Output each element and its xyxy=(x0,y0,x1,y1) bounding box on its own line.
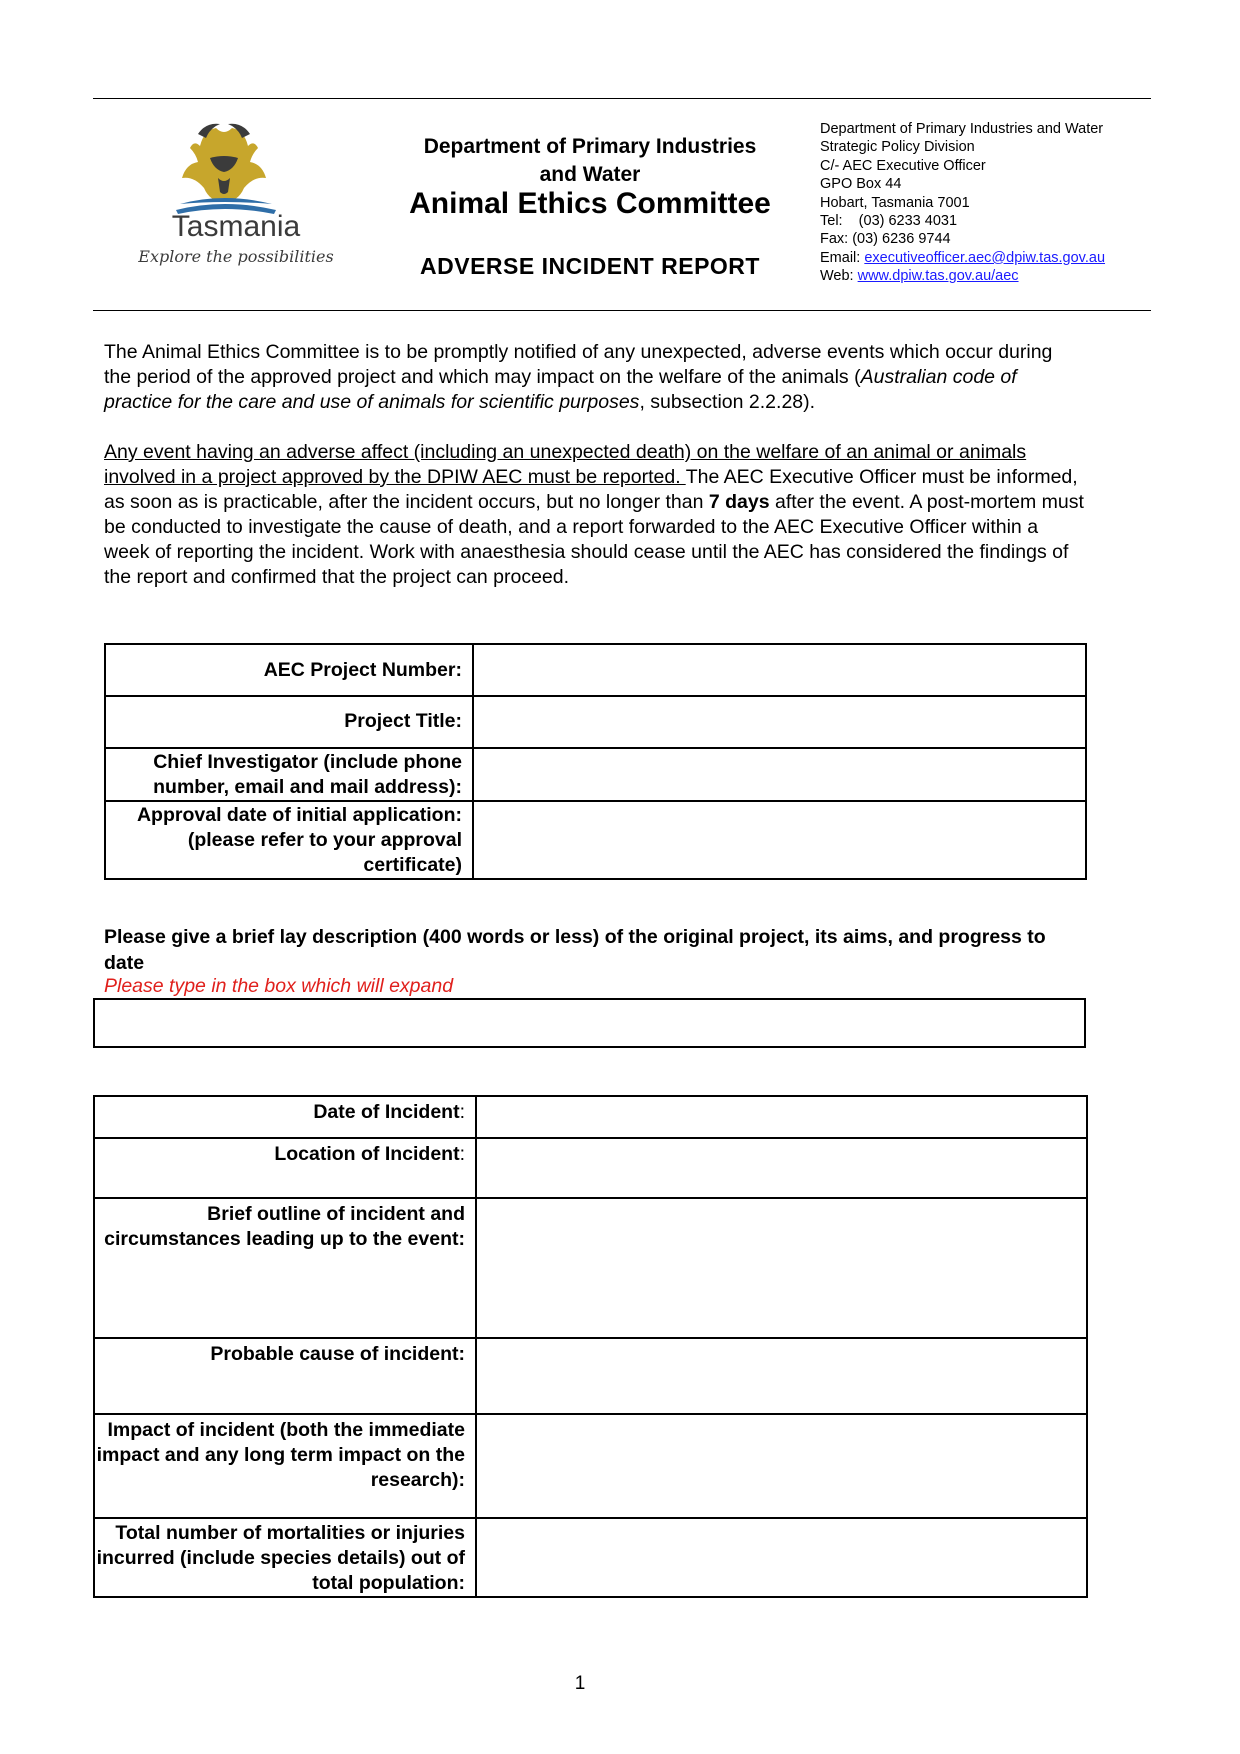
contact-fax: Fax: (03) 6236 9744 xyxy=(820,231,951,248)
tasmania-logo xyxy=(124,118,344,278)
project-number-label: AEC Project Number: xyxy=(105,644,473,696)
approval-date-field[interactable] xyxy=(473,801,1086,879)
table-row xyxy=(105,801,1086,879)
project-title-field[interactable] xyxy=(473,696,1086,748)
table-row xyxy=(94,1414,1087,1518)
table-row xyxy=(105,748,1086,801)
date-of-incident-colon: : xyxy=(459,1101,465,1123)
table-row xyxy=(94,1338,1087,1414)
lay-description-heading: Please give a brief lay description (400 words or less) of the original project, its aims, and progress to date xyxy=(104,926,1046,974)
contact-email-row xyxy=(820,249,1105,267)
approval-date-label: Approval date of initial application: (please refer to your approval certificate) xyxy=(105,801,473,879)
contact-tel: Tel: (03) 6233 4031 xyxy=(820,213,958,230)
intro-p1-text-a: The Animal Ethics Committee is to be promptly notified of any unexpected, adverse events which occur during the period of the approved project and which may impact on the welfare of the animals ( xyxy=(104,341,1053,388)
location-of-incident-label xyxy=(94,1138,476,1198)
project-details-table xyxy=(104,643,1087,880)
probable-cause-field[interactable] xyxy=(476,1338,1087,1414)
committee-title: Animal Ethics Committee xyxy=(409,187,771,220)
incident-details-table xyxy=(93,1095,1088,1598)
mortalities-field[interactable] xyxy=(476,1518,1087,1597)
intro-p2-text-b: after the event. A post-mortem must be conducted to investigate the cause of death, and a report forwarded to the AEC Executive Officer within a week of reporting the incident. Work with anaesthesia should cease until the AEC has considered the findings of the report and confirmed that the project can proceed. xyxy=(104,491,1084,588)
incident-impact-field[interactable] xyxy=(476,1414,1087,1518)
tasmania-logo-graphic xyxy=(124,118,344,278)
date-of-incident-text: Date of Incident xyxy=(313,1101,460,1123)
probable-cause-label: Probable cause of incident: xyxy=(94,1338,476,1414)
intro-p2-deadline: 7 days xyxy=(708,491,770,513)
chief-investigator-label: Chief Investigator (include phone number, email and mail address): xyxy=(105,748,473,801)
contact-block xyxy=(820,120,1105,286)
project-title-label: Project Title: xyxy=(105,696,473,748)
table-row xyxy=(105,644,1086,696)
contact-po-box: GPO Box 44 xyxy=(820,176,902,193)
header-top-rule xyxy=(93,98,1151,99)
table-row xyxy=(94,1518,1087,1597)
logo-name: Tasmania xyxy=(171,210,301,243)
intro-p2-text-a: The AEC Executive Officer must be informed, as soon as is practicable, after the incident occurs, but no longer than xyxy=(104,466,1078,513)
contact-web-row xyxy=(820,267,1105,285)
page-number: 1 xyxy=(574,1673,586,1694)
table-row xyxy=(105,696,1086,748)
project-number-field[interactable] xyxy=(473,644,1086,696)
intro-p1-text-b: , subsection 2.2.28). xyxy=(639,391,816,413)
contact-web-link[interactable]: www.dpiw.tas.gov.au/aec xyxy=(857,268,1019,285)
location-of-incident-text: Location of Incident xyxy=(274,1143,460,1165)
mortalities-label: Total number of mortalities or injuries incurred (include species details) out of total population: xyxy=(94,1518,476,1597)
date-of-incident-label xyxy=(94,1096,476,1138)
contact-officer: C/- AEC Executive Officer xyxy=(820,157,986,174)
report-title: ADVERSE INCIDENT REPORT xyxy=(420,253,760,279)
intro-paragraph-1 xyxy=(104,340,1084,415)
intro-p1-code-title: Australian code of practice for the care and use of animals for scientific purposes xyxy=(104,366,1017,413)
lay-description-hint: Please type in the box which will expand xyxy=(104,975,454,997)
contact-email-label: Email: xyxy=(820,249,865,266)
location-of-incident-colon: : xyxy=(459,1143,465,1165)
intro-p2-underlined: Any event having an adverse affect (including an unexpected death) on the welfare of an animal or animals involved in a project approved by the DPIW AEC must be reported. xyxy=(104,441,1027,488)
logo-tagline: Explore the possibilities xyxy=(138,247,334,266)
incident-impact-label: Impact of incident (both the immediate impact and any long term impact on the research): xyxy=(94,1414,476,1518)
department-title-line1: Department of Primary Industries xyxy=(423,135,757,158)
date-of-incident-field[interactable] xyxy=(476,1096,1087,1138)
department-title xyxy=(390,133,790,189)
lay-description-input[interactable] xyxy=(93,998,1086,1048)
incident-outline-field[interactable] xyxy=(476,1198,1087,1338)
location-of-incident-field[interactable] xyxy=(476,1138,1087,1198)
table-row xyxy=(94,1138,1087,1198)
contact-web-label: Web: xyxy=(820,268,858,285)
contact-city: Hobart, Tasmania 7001 xyxy=(820,194,970,211)
contact-dept: Department of Primary Industries and Water xyxy=(820,121,1104,137)
header-bottom-rule xyxy=(93,310,1151,311)
department-title-line2: and Water xyxy=(539,163,641,186)
table-row xyxy=(94,1096,1087,1138)
incident-outline-label: Brief outline of incident and circumstances leading up to the event: xyxy=(94,1198,476,1338)
contact-email-link[interactable]: executiveofficer.aec@dpiw.tas.gov.au xyxy=(864,249,1106,266)
intro-paragraph-2 xyxy=(104,440,1084,590)
chief-investigator-field[interactable] xyxy=(473,748,1086,801)
table-row xyxy=(94,1198,1087,1338)
contact-division: Strategic Policy Division xyxy=(820,139,975,156)
